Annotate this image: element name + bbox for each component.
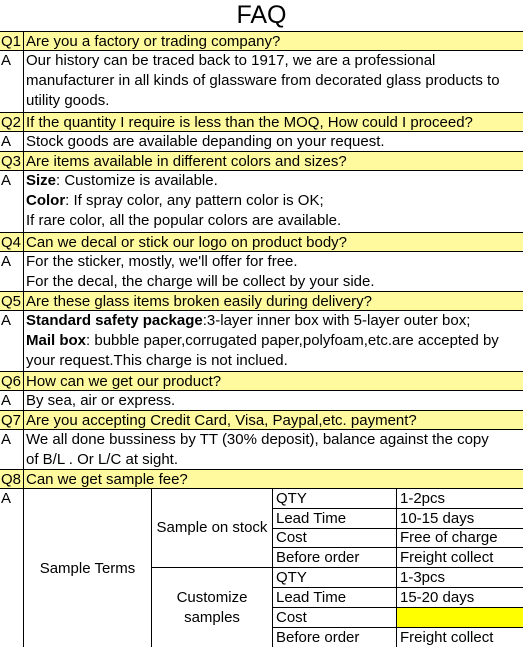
sample-row-value: 15-20 days xyxy=(400,589,475,606)
sample-row-key: Lead Time xyxy=(273,588,397,607)
answer-line-text: : If spray color, any pattern color is OK; xyxy=(65,192,324,209)
sample-group-name: Customize samples xyxy=(152,568,273,647)
answer-bold-term: Size xyxy=(26,172,57,189)
answer-line: your request.This charge is not inclued. xyxy=(26,352,288,369)
sample-row xyxy=(273,509,523,529)
answer-line: manufacturer in all kinds of glassware from decorated glass products to xyxy=(26,72,500,89)
sample-row-value: Freight collect xyxy=(400,629,494,646)
page-title: FAQ xyxy=(0,0,523,32)
sample-group xyxy=(152,489,523,568)
answer-line-text: : bubble paper,corrugated paper,polyfoam,etc.are accepted by xyxy=(86,332,499,349)
question-row xyxy=(0,152,523,171)
sample-row-key: Cost xyxy=(273,529,397,548)
sample-group-table xyxy=(273,568,523,647)
sample-row-key: Before order xyxy=(273,548,397,567)
faq-list xyxy=(0,32,523,489)
sample-group xyxy=(152,568,523,647)
sample-row xyxy=(273,489,523,509)
answer-bold-term: Standard safety package xyxy=(26,312,203,329)
question-text: Are these glass items broken easily during delivery? xyxy=(26,293,373,310)
answer-bold-term: Mail box xyxy=(26,332,87,349)
sample-row-value xyxy=(397,608,523,627)
answer-label: A xyxy=(0,252,24,291)
answer-row xyxy=(0,51,523,113)
answer-line: utility goods. xyxy=(26,92,110,109)
question-row xyxy=(0,470,523,489)
answer-bold-term: Color xyxy=(26,192,66,209)
sample-row-key: QTY xyxy=(273,489,397,508)
sample-row-value: 10-15 days xyxy=(400,509,475,527)
answer-text xyxy=(24,391,523,410)
question-text: Are items available in different colors and sizes? xyxy=(26,153,347,170)
question-text: Can we get sample fee? xyxy=(26,471,188,488)
question-label: Q6 xyxy=(0,372,24,390)
sample-row xyxy=(273,628,523,647)
answer-row xyxy=(0,252,523,292)
answer-line xyxy=(26,171,523,191)
question-label: Q3 xyxy=(0,152,24,170)
answer-text xyxy=(24,430,523,469)
answer-line: For the decal, the charge will be collect by your side. xyxy=(26,273,375,290)
question-text: How can we get our product? xyxy=(26,373,222,390)
answer-line-text: :3-layer inner box with 5-layer outer box; xyxy=(202,312,471,329)
answer-line: By sea, air or express. xyxy=(26,392,176,409)
sample-row-value: 1-3pcs xyxy=(400,569,446,586)
answer-line-text: : Customize is available. xyxy=(56,172,218,189)
sample-row xyxy=(273,529,523,549)
answer-text xyxy=(24,132,523,151)
sample-terms-label: Sample Terms xyxy=(24,489,152,647)
answer-text xyxy=(24,252,523,291)
question-text: Are you a factory or trading company? xyxy=(26,33,281,50)
answer-line xyxy=(26,311,523,331)
question-label: Q7 xyxy=(0,411,24,429)
sample-row xyxy=(273,568,523,588)
sample-row-key: Before order xyxy=(273,628,397,647)
answer-line: For the sticker, mostly, we'll offer for free. xyxy=(26,253,298,270)
sample-row-value: Freight collect xyxy=(400,549,494,567)
sample-groups xyxy=(152,489,523,647)
sample-row-value: Free of charge xyxy=(400,529,498,547)
sample-group-table xyxy=(273,489,523,567)
question-label: Q5 xyxy=(0,292,24,310)
answer-label: A xyxy=(0,311,24,371)
sample-row xyxy=(273,608,523,628)
question-row xyxy=(0,32,523,51)
answer-line xyxy=(26,331,523,351)
answer-line: of B/L . Or L/C at sight. xyxy=(26,451,179,468)
question-text: If the quantity I require is less than the MOQ, How could I proceed? xyxy=(26,114,473,131)
sample-terms-table xyxy=(0,489,523,647)
answer-label: A xyxy=(0,171,24,232)
sample-row-value: 1-2pcs xyxy=(400,489,446,507)
sample-row xyxy=(273,548,523,567)
answer-label: A xyxy=(0,132,24,151)
question-row xyxy=(0,372,523,391)
question-row xyxy=(0,292,523,311)
answer-line: We all done bussiness by TT (30% deposit), balance against the copy xyxy=(26,431,489,448)
answer-label: A xyxy=(0,51,24,112)
answer-label: A xyxy=(0,391,24,410)
sample-group-name: Sample on stock xyxy=(152,489,273,567)
sample-row-key: Lead Time xyxy=(273,509,397,528)
answer-line: Our history can be traced back to 1917, we are a professional xyxy=(26,52,436,69)
answer-row xyxy=(0,430,523,470)
answer-text xyxy=(24,311,523,371)
sample-row-key: QTY xyxy=(273,568,397,587)
answer-line: If rare color, all the popular colors are available. xyxy=(26,212,342,229)
answer-row xyxy=(0,391,523,411)
answer-row xyxy=(0,132,523,152)
answer-line: Stock goods are available depanding on your request. xyxy=(26,133,385,150)
answer-row xyxy=(0,311,523,372)
sample-row-key: Cost xyxy=(273,608,397,627)
answer-text xyxy=(24,171,523,232)
answer-text xyxy=(24,51,523,112)
question-label: Q8 xyxy=(0,470,24,488)
question-label: Q2 xyxy=(0,113,24,131)
question-row xyxy=(0,113,523,132)
question-text: Are you accepting Credit Card, Visa, Paypal,etc. payment? xyxy=(26,412,417,429)
question-row xyxy=(0,233,523,252)
answer-label: A xyxy=(0,430,24,469)
answer-label: A xyxy=(0,489,24,647)
question-row xyxy=(0,411,523,430)
question-label: Q1 xyxy=(0,32,24,50)
question-label: Q4 xyxy=(0,233,24,251)
sample-row xyxy=(273,588,523,608)
answer-line xyxy=(26,191,523,211)
question-text: Can we decal or stick our logo on product body? xyxy=(26,234,348,251)
answer-row xyxy=(0,171,523,233)
